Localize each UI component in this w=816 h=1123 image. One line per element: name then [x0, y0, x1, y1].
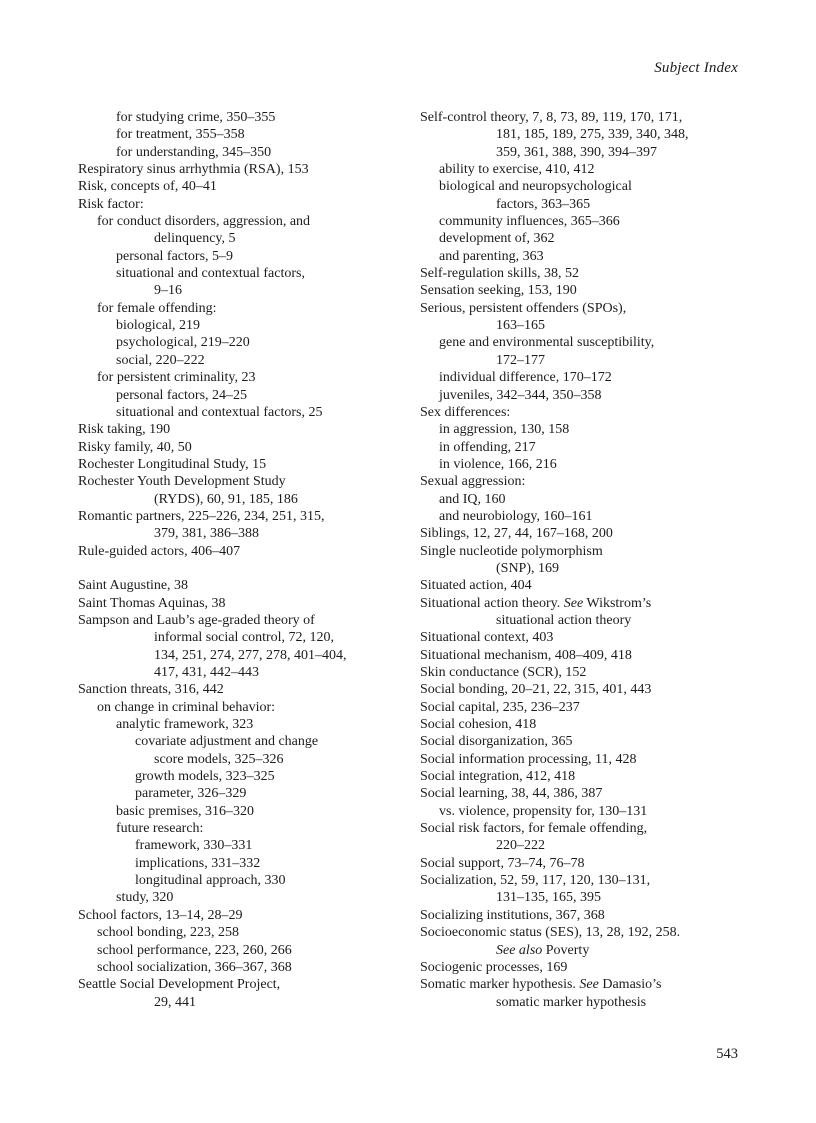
index-entry: [78, 265, 400, 282]
entry-text: (SNP), 169: [496, 560, 560, 576]
entry-text: School factors, 13–14, 28–29: [78, 907, 243, 923]
index-entry: [78, 248, 400, 265]
entry-text: personal factors, 24–25: [116, 387, 248, 403]
entry-text: Respiratory sinus arrhythmia (RSA), 153: [78, 162, 309, 178]
entry-text: Socialization, 52, 59, 117, 120, 130–131,: [420, 873, 651, 889]
page-number: 543: [716, 1046, 738, 1062]
index-column-left: [78, 109, 400, 1011]
entry-text: analytic framework, 323: [116, 717, 254, 733]
entry-text: covariate adjustment and change: [135, 734, 319, 750]
entry-text: individual difference, 170–172: [439, 370, 612, 386]
entry-text: Saint Augustine, 38: [78, 578, 189, 594]
index-entry: [78, 907, 400, 924]
index-entry: [420, 265, 750, 282]
entry-text: in violence, 166, 216: [439, 456, 557, 472]
entry-text: (RYDS), 60, 91, 185, 186: [154, 491, 298, 507]
entry-text: Socializing institutions, 367, 368: [420, 907, 605, 923]
index-entry: [78, 491, 400, 508]
index-entry: [78, 439, 400, 456]
entry-text: growth models, 323–325: [135, 769, 275, 785]
index-entry: [78, 577, 400, 594]
index-entry: [78, 681, 400, 698]
index-entry: [420, 439, 750, 456]
entry-text: Sensation seeking, 153, 190: [420, 283, 577, 299]
index-entry: [420, 924, 750, 941]
entry-text: Sociogenic processes, 169: [420, 959, 568, 975]
entry-text: longitudinal approach, 330: [135, 873, 286, 889]
entry-text: informal social control, 72, 120,: [154, 630, 335, 646]
index-entry: [420, 282, 750, 299]
index-entry: [78, 820, 400, 837]
entry-text: Situated action, 404: [420, 578, 532, 594]
index-entry: [78, 282, 400, 299]
entry-text: on change in criminal behavior:: [97, 699, 276, 715]
index-entry: [78, 334, 400, 351]
index-entry: [420, 161, 750, 178]
index-entry: [420, 456, 750, 473]
entry-text: in offending, 217: [439, 439, 536, 455]
entry-text: Social information processing, 11, 428: [420, 751, 637, 767]
index-entry: [78, 629, 400, 646]
entry-text: school bonding, 223, 258: [97, 925, 239, 941]
index-entry: [78, 855, 400, 872]
entry-text: school performance, 223, 260, 266: [97, 942, 292, 958]
index-entry: [78, 144, 400, 161]
index-entry: [420, 178, 750, 195]
index-entry: [78, 595, 400, 612]
entry-text: Siblings, 12, 27, 44, 167–168, 200: [420, 526, 613, 542]
index-entry: [78, 664, 400, 681]
index-entry: [78, 456, 400, 473]
index-entry: [78, 109, 400, 126]
entry-text: Rochester Youth Development Study: [78, 474, 286, 490]
entry-text: gene and environmental susceptibility,: [439, 335, 655, 351]
index-entry: [78, 369, 400, 386]
index-entry: [78, 126, 400, 143]
index-entry: [420, 109, 750, 126]
index-entry: [78, 473, 400, 490]
entry-text: situational action theory: [496, 612, 632, 628]
index-entry: [420, 942, 750, 959]
entry-text: 172–177: [496, 352, 545, 368]
index-entry: [78, 387, 400, 404]
cross-reference-label: See also: [496, 942, 543, 958]
index-entry: [420, 716, 750, 733]
index-entry: [78, 196, 400, 213]
entry-text: 131–135, 165, 395: [496, 890, 601, 906]
entry-text: juveniles, 342–344, 350–358: [439, 387, 602, 403]
entry-text: social, 220–222: [116, 352, 205, 368]
entry-text: Sanction threats, 316, 442: [78, 682, 224, 698]
entry-text: factors, 363–365: [496, 196, 591, 212]
entry-text: 29, 441: [154, 994, 196, 1010]
index-entry: [78, 768, 400, 785]
index-entry: [78, 421, 400, 438]
index-entry: [78, 699, 400, 716]
index-entry: [78, 300, 400, 317]
index-entry: [420, 421, 750, 438]
index-entry: [78, 525, 400, 542]
index-entry: [420, 855, 750, 872]
entry-text: delinquency, 5: [154, 231, 236, 247]
entry-text: score models, 325–326: [154, 751, 284, 767]
entry-text: implications, 331–332: [135, 855, 261, 871]
index-entry: [420, 959, 750, 976]
index-entry: [78, 803, 400, 820]
index-entry: [78, 733, 400, 750]
entry-text: 134, 251, 274, 277, 278, 401–404,: [154, 647, 347, 663]
entry-text: Risky family, 40, 50: [78, 439, 192, 455]
index-entry: [420, 872, 750, 889]
index-entry: [78, 178, 400, 195]
entry-text: 9–16: [154, 283, 182, 299]
entry-text: 417, 431, 442–443: [154, 665, 259, 680]
entry-text: study, 320: [116, 890, 174, 906]
index-entry: [420, 907, 750, 924]
entry-text: for treatment, 355–358: [116, 127, 245, 143]
index-entry: [78, 942, 400, 959]
entry-text: Risk factor:: [78, 196, 144, 212]
entry-text: Socioeconomic status (SES), 13, 28, 192, 258.: [420, 925, 681, 941]
index-entry: [78, 716, 400, 733]
entry-text: Serious, persistent offenders (SPOs),: [420, 300, 627, 316]
entry-text: 220–222: [496, 838, 545, 854]
entry-text: Social capital, 235, 236–237: [420, 699, 580, 715]
entry-text: development of, 362: [439, 231, 555, 247]
index-entry: [420, 508, 750, 525]
entry-text: personal factors, 5–9: [116, 248, 234, 264]
entry-text: for conduct disorders, aggression, and: [97, 214, 311, 230]
index-entry: [420, 976, 750, 993]
entry-text: situational and contextual factors,: [116, 266, 305, 282]
index-entry: [420, 577, 750, 594]
index-entry: [420, 837, 750, 854]
entry-text: Social learning, 38, 44, 386, 387: [420, 786, 603, 802]
index-entry: [78, 161, 400, 178]
entry-text: Self-control theory, 7, 8, 73, 89, 119, 170, 171,: [420, 110, 683, 125]
index-entry: [420, 994, 750, 1011]
index-entry: [420, 803, 750, 820]
index-entry: [420, 889, 750, 906]
index-entry: [420, 491, 750, 508]
entry-text: for female offending:: [97, 300, 217, 316]
index-entry: [420, 317, 750, 334]
entry-text: Social risk factors, for female offending,: [420, 821, 648, 837]
index-entry: [420, 248, 750, 265]
entry-text: Skin conductance (SCR), 152: [420, 665, 587, 680]
entry-text: Rochester Longitudinal Study, 15: [78, 456, 267, 472]
entry-text: community influences, 365–366: [439, 214, 620, 230]
entry-text: Sex differences:: [420, 404, 511, 420]
index-entry: [420, 733, 750, 750]
index-entry: [420, 525, 750, 542]
index-entry: [420, 126, 750, 143]
cross-reference-label: See: [563, 595, 584, 611]
entry-text: and IQ, 160: [439, 491, 506, 507]
entry-text: Social bonding, 20–21, 22, 315, 401, 443: [420, 682, 652, 698]
entry-text: biological, 219: [116, 318, 200, 334]
index-entry: [420, 369, 750, 386]
entry-text: Romantic partners, 225–226, 234, 251, 315,: [78, 508, 325, 524]
index-entry: [420, 334, 750, 351]
entry-text: Self-regulation skills, 38, 52: [420, 266, 580, 282]
index-entry: [78, 317, 400, 334]
index-entry: [420, 595, 750, 612]
cross-reference-target: Poverty: [542, 942, 590, 958]
index-entry: [420, 647, 750, 664]
entry-text: somatic marker hypothesis: [496, 994, 647, 1010]
index-entry: [420, 664, 750, 681]
entry-text: in aggression, 130, 158: [439, 422, 570, 438]
index-entry: [78, 959, 400, 976]
entry-text: Social disorganization, 365: [420, 734, 573, 750]
index-entry: [420, 785, 750, 802]
entry-text: and parenting, 363: [439, 248, 544, 264]
entry-text: future research:: [116, 821, 204, 837]
entry-text: Saint Thomas Aquinas, 38: [78, 595, 226, 611]
entry-text: Seattle Social Development Project,: [78, 977, 281, 993]
entry-text: situational and contextual factors, 25: [116, 404, 323, 420]
index-entry: [420, 387, 750, 404]
section-gap: [78, 560, 400, 577]
index-entry: [78, 508, 400, 525]
index-entry: [420, 543, 750, 560]
entry-text: Situational mechanism, 408–409, 418: [420, 647, 632, 663]
cross-reference-target: Wikstrom’s: [583, 595, 652, 611]
entry-text: school socialization, 366–367, 368: [97, 959, 292, 975]
index-entry: [78, 976, 400, 993]
index-entry: [78, 213, 400, 230]
entry-text: Risk taking, 190: [78, 422, 171, 438]
index-entry: [78, 352, 400, 369]
entry-text: basic premises, 316–320: [116, 803, 255, 819]
index-entry: [420, 213, 750, 230]
entry-text: biological and neuropsychological: [439, 179, 632, 195]
index-entry: [420, 768, 750, 785]
cross-reference-target: Damasio’s: [598, 977, 662, 993]
entry-text: vs. violence, propensity for, 130–131: [439, 803, 648, 819]
entry-text: Social integration, 412, 418: [420, 769, 576, 785]
index-entry: [420, 629, 750, 646]
index-entry: [420, 751, 750, 768]
index-entry: [420, 300, 750, 317]
entry-text: psychological, 219–220: [116, 335, 250, 351]
index-entry: [420, 230, 750, 247]
index-entry: [78, 994, 400, 1011]
entry-text: Social support, 73–74, 76–78: [420, 855, 585, 871]
index-entry: [420, 699, 750, 716]
running-head: Subject Index: [654, 60, 738, 76]
index-entry: [420, 560, 750, 577]
entry-text: for studying crime, 350–355: [116, 110, 276, 125]
entry-text: Social cohesion, 418: [420, 717, 537, 733]
entry-text: 163–165: [496, 318, 545, 334]
cross-reference-label: See: [579, 977, 599, 993]
index-entry: [78, 924, 400, 941]
index-entry: [78, 751, 400, 768]
index-entry: [78, 785, 400, 802]
entry-text: Somatic marker hypothesis.: [420, 977, 576, 993]
entry-text: Situational action theory.: [420, 595, 561, 611]
entry-text: Sampson and Laub’s age-graded theory of: [78, 612, 315, 628]
index-entry: [78, 872, 400, 889]
index-entry: [78, 837, 400, 854]
entry-text: and neurobiology, 160–161: [439, 508, 593, 524]
entry-text: Single nucleotide polymorphism: [420, 543, 603, 559]
index-entry: [420, 681, 750, 698]
index-entry: [78, 647, 400, 664]
index-entry: [420, 404, 750, 421]
index-entry: [420, 196, 750, 213]
index-entry: [420, 820, 750, 837]
entry-text: Sexual aggression:: [420, 474, 526, 490]
entry-text: Situational context, 403: [420, 630, 554, 646]
index-entry: [420, 144, 750, 161]
entry-text: for persistent criminality, 23: [97, 370, 256, 386]
index-entry: [78, 230, 400, 247]
entry-text: for understanding, 345–350: [116, 144, 272, 160]
entry-text: 379, 381, 386–388: [154, 526, 259, 542]
index-entry: [78, 543, 400, 560]
entry-text: ability to exercise, 410, 412: [439, 162, 595, 178]
entry-text: Risk, concepts of, 40–41: [78, 179, 217, 195]
index-entry: [78, 404, 400, 421]
entry-text: 181, 185, 189, 275, 339, 340, 348,: [496, 127, 689, 143]
index-entry: [420, 612, 750, 629]
index-entry: [78, 889, 400, 906]
index-entry: [78, 612, 400, 629]
index-entry: [420, 352, 750, 369]
entry-text: Rule-guided actors, 406–407: [78, 543, 241, 559]
entry-text: 359, 361, 388, 390, 394–397: [496, 144, 657, 160]
index-column-right: [420, 109, 750, 1011]
entry-text: framework, 330–331: [135, 838, 253, 854]
index-entry: [420, 473, 750, 490]
entry-text: parameter, 326–329: [135, 786, 247, 802]
